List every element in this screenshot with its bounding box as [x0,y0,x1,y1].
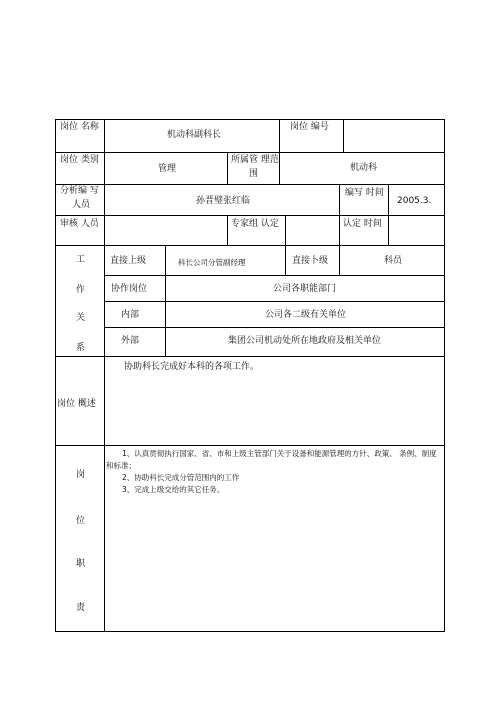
position-name-value: 机动科副科长 [167,130,222,140]
reviewer-label: 审核 人员 [60,219,99,229]
duty-item-2: 2、协助科长完成分管范围内的工作 [122,473,240,482]
expert-confirm-label: 专家组 认定 [231,219,279,229]
author-label-line2: 人员 [72,200,91,210]
duties-char-4: 责 [76,603,86,613]
department-value: 机动科 [350,163,378,173]
work-relation-char-1: 工 [76,255,86,265]
work-relation-char-2: 作 [76,285,86,295]
position-code-label: 岗位 编号 [290,122,329,132]
reviewer-value-cell [104,215,228,246]
overview-value: 协助科长完成好本科的各项工作。 [124,362,260,372]
write-time-label: 编写 时间 [345,188,384,198]
expert-confirm-value-cell [285,215,340,246]
work-relation-char-3: 关 [76,313,86,323]
external-label: 外部 [121,336,140,346]
write-time-value: 2005.3. [397,196,432,206]
external-value: 集团公司机动处所在地政府及相关单位 [228,336,382,346]
duties-list [106,448,444,496]
department-label-line1: 所属管 理范 [231,155,279,165]
duty-item-3: 3、完成上级交给的其它任务。 [122,485,225,494]
confirm-time-label: 认定 时间 [343,219,382,229]
internal-label: 内部 [121,310,140,320]
coop-position-label: 协作岗位 [111,284,148,294]
coop-position-value: 公司各职能部门 [273,284,337,294]
confirm-time-value-cell [388,215,445,246]
duty-item-1: 1、认真贯彻执行国家、省、市和上级主管部门关于设备和能源管理的方针、政策、 条例、制度 [122,449,437,458]
direct-superior-label: 直接上级 [110,256,147,266]
department-label-line2: 围 [249,169,259,179]
duties-char-1: 岗 [76,470,86,480]
position-type-label: 岗位 类别 [60,155,99,165]
author-value: 孙晋璧张红临 [196,196,251,206]
duties-char-3: 职 [76,559,86,569]
work-relation-char-4: 系 [76,343,86,353]
internal-value: 公司各二级有关单位 [265,310,347,320]
duties-char-2: 位 [76,516,86,526]
overview-label: 岗位 概述 [57,399,96,409]
author-label-line1: 分析编 写 [60,186,99,196]
position-code-value-cell [343,119,445,153]
duty-item-1-cont: 和标准； [106,461,136,470]
direct-subordinate-value: 科员 [384,256,403,266]
position-name-label: 岗位 名称 [60,122,99,132]
direct-subordinate-label: 直接卜级 [292,256,329,266]
direct-superior-value: 科长公司分管副经理 [178,258,246,267]
position-type-value: 管理 [158,164,177,174]
